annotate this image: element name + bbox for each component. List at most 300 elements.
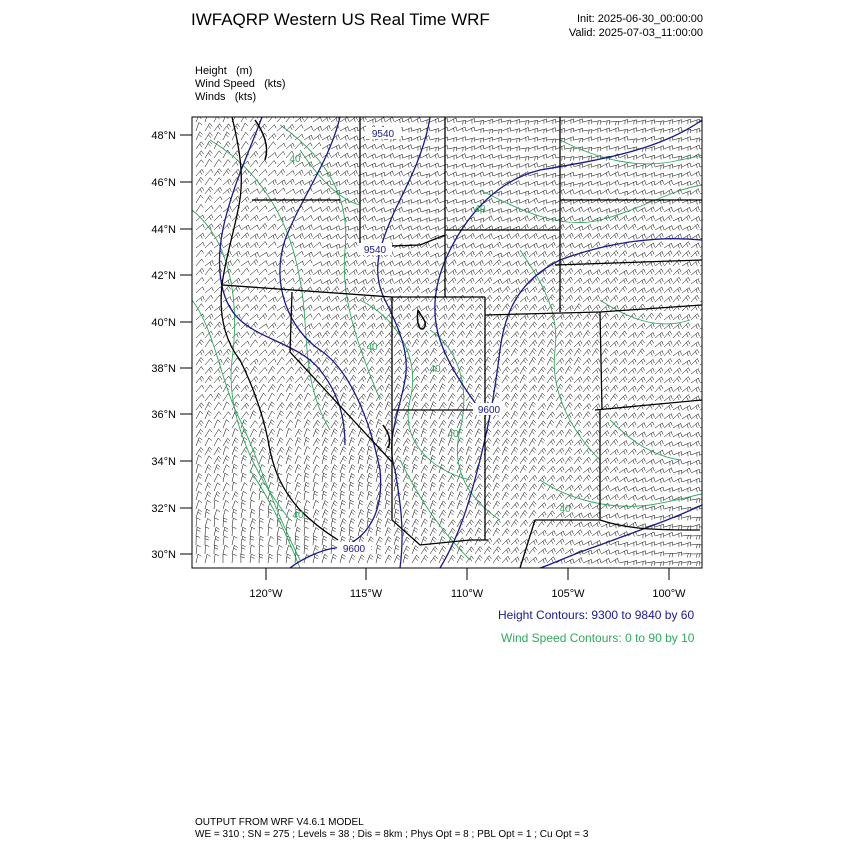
wind-barb <box>619 550 628 555</box>
wind-barb <box>529 198 538 203</box>
wind-barb <box>205 350 213 356</box>
wind-barb <box>286 171 294 176</box>
wind-barb <box>367 455 373 464</box>
wind-barb <box>259 341 267 347</box>
wind-barb <box>196 411 203 419</box>
wind-barb <box>673 208 682 213</box>
wind-barb <box>277 180 286 185</box>
wind-barb <box>565 233 573 239</box>
wind-barb <box>412 128 421 133</box>
wind-barb <box>619 323 627 330</box>
wind-barb <box>502 191 511 196</box>
wind-barb <box>637 458 645 464</box>
wind-barb <box>637 288 645 293</box>
wind-barb <box>259 324 268 329</box>
wind-barb <box>259 252 268 257</box>
wind-barb <box>205 367 213 374</box>
wind-barb <box>205 492 211 500</box>
wind-barb <box>295 234 303 240</box>
wind-barb <box>214 483 220 491</box>
wind-barb <box>439 501 446 509</box>
wind-barb <box>430 271 439 276</box>
wind-barb <box>403 510 409 518</box>
wind-barb <box>421 546 428 554</box>
wind-barb <box>232 124 240 131</box>
wind-barb <box>286 260 294 266</box>
wind-barb <box>205 178 213 185</box>
wind-barb <box>484 172 493 177</box>
wind-barb <box>268 252 277 257</box>
wind-barb <box>214 500 219 509</box>
wind-barb <box>394 145 403 150</box>
wind-barb <box>412 314 420 320</box>
wind-barb <box>286 384 293 392</box>
wind-barb <box>556 376 564 383</box>
wind-barb <box>664 377 672 383</box>
wind-barb <box>457 243 466 248</box>
wind-barb <box>340 243 349 248</box>
wind-barb <box>529 348 536 356</box>
wind-barb <box>583 421 591 428</box>
wind-barb <box>529 251 537 257</box>
wind-barb <box>574 174 583 179</box>
wind-barb <box>277 403 284 411</box>
wind-barb <box>412 429 418 437</box>
wind-barb <box>547 173 556 178</box>
wind-barb <box>682 443 691 448</box>
wind-barb <box>484 119 493 124</box>
wind-barb <box>358 190 367 195</box>
wind-barb <box>304 518 308 527</box>
wind-barb <box>241 225 250 230</box>
wind-barb <box>466 155 475 160</box>
wind-barb <box>277 306 286 311</box>
wind-barb <box>664 532 673 537</box>
wind-barb <box>403 278 411 284</box>
wind-barb <box>205 141 212 149</box>
wind-barb <box>538 421 546 428</box>
wind-barb <box>223 456 230 464</box>
wind-barb <box>601 224 609 230</box>
wind-barb <box>565 172 574 177</box>
wind-barb <box>313 447 320 455</box>
wind-barb <box>673 506 682 511</box>
wind-barb <box>502 304 510 311</box>
wind-barb <box>547 251 555 257</box>
wind-barb <box>295 180 304 185</box>
map-title: IWFAQRP Western US Real Time WRF <box>191 10 490 29</box>
wind-barb <box>502 226 511 231</box>
wind-barb <box>286 473 292 482</box>
wind-barb <box>430 253 439 258</box>
wind-barb <box>376 518 382 527</box>
wind-barb <box>340 322 348 329</box>
wind-barb <box>610 189 619 194</box>
wind-barb <box>511 269 519 275</box>
wind-barb <box>682 406 691 411</box>
wind-barb <box>511 288 520 294</box>
wind-barb <box>376 278 384 284</box>
wind-barb <box>430 209 439 214</box>
wind-barb <box>565 475 573 482</box>
wind-barb <box>403 226 412 231</box>
wind-barb <box>358 172 367 177</box>
wind-barb <box>637 496 646 501</box>
wind-barb <box>583 322 591 329</box>
wind-barb <box>547 494 555 500</box>
wind-barb <box>610 458 618 464</box>
wind-barb <box>655 534 664 539</box>
wind-barb <box>394 218 403 223</box>
wind-barb <box>403 474 410 482</box>
wind-barb <box>574 357 581 365</box>
wind-barb <box>394 261 403 266</box>
wind-barb <box>232 242 240 248</box>
wind-barb <box>628 359 636 365</box>
wind-barb <box>601 323 609 329</box>
wind-barb <box>700 225 709 230</box>
speed-contour-label: 40 <box>292 510 304 521</box>
wind-barb <box>214 510 220 519</box>
wind-barb <box>520 296 528 302</box>
wind-barb <box>673 225 682 230</box>
wind-barb <box>367 446 372 455</box>
wind-barb <box>394 350 402 356</box>
wind-barb <box>430 482 436 491</box>
wind-barb <box>457 278 465 284</box>
wind-barb <box>457 173 466 178</box>
lon-label: 100°W <box>652 588 686 600</box>
wind-barb <box>205 376 213 383</box>
wind-barb <box>349 136 358 141</box>
wind-barb <box>475 218 484 223</box>
wind-barb <box>295 402 302 410</box>
wind-barb <box>349 242 357 248</box>
wind-barb <box>322 465 329 473</box>
wind-barb <box>385 474 392 482</box>
wind-barb <box>493 288 501 293</box>
wind-barb <box>313 375 320 383</box>
wind-barb <box>592 277 600 284</box>
wind-barb <box>196 340 204 347</box>
wind-barb <box>358 482 363 491</box>
wind-barb <box>592 376 600 383</box>
wind-barb <box>511 331 519 338</box>
wind-barb <box>565 243 574 248</box>
wind-barb <box>628 560 637 565</box>
wind-barb <box>664 422 672 428</box>
wind-barb <box>385 393 392 401</box>
wind-barb <box>277 492 283 501</box>
wind-barb <box>682 341 690 347</box>
wind-barb <box>223 114 229 122</box>
wind-barb <box>493 538 501 545</box>
wind-barb <box>574 207 583 212</box>
wind-barb <box>565 314 573 320</box>
wind-barb <box>520 136 529 141</box>
wind-barb <box>547 402 554 410</box>
wind-barb <box>466 429 473 437</box>
wind-barb <box>322 280 331 285</box>
wind-barb <box>349 473 355 482</box>
wind-barb <box>241 509 246 518</box>
wind-barb <box>430 547 437 555</box>
wind-barb <box>196 447 203 455</box>
wind-barb <box>385 117 394 122</box>
wind-barb <box>574 322 582 329</box>
wind-barb <box>268 376 276 383</box>
wind-barb <box>286 143 294 149</box>
wind-barb <box>295 243 304 248</box>
wind-barb <box>538 512 546 518</box>
wind-barb <box>574 128 583 133</box>
wind-barb <box>610 531 619 536</box>
wind-barb <box>340 385 348 392</box>
wind-barb <box>493 511 501 518</box>
wind-barb <box>574 190 583 195</box>
wind-barb <box>214 314 222 320</box>
wind-barb <box>538 190 547 195</box>
wind-barb <box>547 322 555 329</box>
wind-barb <box>673 173 682 178</box>
wind-barb <box>223 518 227 527</box>
wind-barb <box>277 376 285 383</box>
wind-barb <box>682 181 691 186</box>
wind-barb <box>493 547 501 554</box>
wind-barb <box>547 209 556 214</box>
wind-barb <box>448 420 455 428</box>
wind-barb <box>565 157 574 161</box>
wind-barb <box>583 385 591 392</box>
wind-barb <box>376 163 385 168</box>
wind-barb <box>232 545 238 554</box>
wind-barb <box>583 173 592 178</box>
wind-barb <box>502 172 511 177</box>
wind-barb <box>475 393 482 401</box>
wind-barb <box>610 180 619 185</box>
wind-barb <box>223 124 231 131</box>
wind-barb <box>538 234 547 239</box>
wind-barb <box>682 119 691 124</box>
wind-barb <box>286 179 294 185</box>
wind-barb <box>205 358 213 365</box>
wind-barb <box>412 474 419 482</box>
wind-barb <box>412 286 420 293</box>
wind-barb <box>619 477 628 482</box>
wind-barb <box>664 243 673 248</box>
wind-barb <box>655 542 664 547</box>
wind-barb <box>673 146 682 151</box>
wind-barb <box>628 495 637 500</box>
wind-barb <box>601 440 609 446</box>
wind-barb <box>664 331 672 338</box>
wind-barb <box>529 394 537 401</box>
wind-barb <box>358 153 367 158</box>
wind-barb <box>331 170 339 176</box>
wind-barb <box>322 226 331 231</box>
wind-barb <box>610 147 619 152</box>
wind-barb <box>232 438 238 446</box>
wind-barb <box>250 314 258 320</box>
wind-barb <box>295 225 304 230</box>
wind-barb <box>259 393 266 401</box>
wind-barb <box>682 163 691 168</box>
wind-barb <box>313 280 322 285</box>
wind-barb <box>538 393 545 401</box>
wind-barb <box>484 154 493 159</box>
wind-barb <box>376 367 384 374</box>
wind-barb <box>340 288 349 293</box>
wind-barb <box>583 376 591 383</box>
wind-barb <box>223 402 230 410</box>
wind-barb <box>475 163 484 168</box>
wind-barb <box>655 180 664 185</box>
wind-barb <box>286 252 295 257</box>
wind-barb <box>349 455 355 464</box>
wind-barb <box>205 402 212 410</box>
wind-barb <box>277 357 284 365</box>
wind-barb <box>448 260 456 266</box>
wind-barb <box>430 191 439 196</box>
wind-barb <box>484 244 493 249</box>
wind-barb <box>214 402 221 410</box>
wind-barb <box>331 296 339 302</box>
wind-barb <box>403 145 412 150</box>
wind-barb <box>529 163 538 168</box>
wind-barb <box>565 559 574 564</box>
wind-barb <box>475 128 484 133</box>
wind-barb <box>637 208 646 213</box>
wind-barb <box>538 323 546 329</box>
wind-barb <box>439 314 447 320</box>
wind-barb <box>394 164 403 169</box>
wind-barb <box>538 305 546 311</box>
wind-barb <box>439 429 445 438</box>
speed-contour-label: 40 <box>559 504 571 515</box>
wind-barb <box>313 528 319 537</box>
wind-barb <box>538 411 545 419</box>
wind-barb <box>241 455 247 464</box>
wind-barb <box>448 313 456 320</box>
wind-barb <box>574 243 583 248</box>
wind-barb <box>637 138 646 143</box>
wind-barb <box>331 518 336 527</box>
wind-barb <box>511 340 519 347</box>
wind-barb <box>502 539 510 545</box>
wind-barb <box>322 447 328 455</box>
wind-barb <box>277 367 285 374</box>
wind-barb <box>682 487 691 492</box>
wind-barb <box>331 473 336 482</box>
wind-barb <box>223 357 230 365</box>
wind-barb <box>259 242 267 249</box>
wind-barb <box>574 296 582 303</box>
wind-barb <box>466 412 473 420</box>
wind-barb <box>502 340 510 347</box>
wind-barb <box>592 559 601 564</box>
wind-barb <box>475 510 482 518</box>
wind-barb <box>619 422 627 428</box>
wind-barb <box>592 251 600 257</box>
wind-barb <box>286 438 293 446</box>
wind-barb <box>673 165 682 170</box>
wind-barb <box>700 208 709 213</box>
wind-barb <box>448 555 455 563</box>
wind-barb <box>421 200 430 205</box>
wind-barb <box>601 209 610 214</box>
wind-barb <box>637 561 646 566</box>
wind-barb <box>205 159 212 167</box>
wind-barb <box>700 451 709 456</box>
wind-barb <box>592 173 601 178</box>
wind-barb <box>250 492 256 501</box>
wind-barb <box>610 541 619 546</box>
wind-barb <box>376 429 382 438</box>
wind-barb <box>691 452 700 457</box>
wind-barb <box>466 233 474 239</box>
wind-barb <box>394 536 400 545</box>
wind-barb <box>340 190 349 195</box>
wind-barb <box>421 251 429 257</box>
wind-barb <box>385 199 394 204</box>
wind-barb <box>358 235 367 240</box>
wind-barb <box>637 385 645 392</box>
wind-barb <box>646 333 654 339</box>
wind-barb <box>547 339 554 347</box>
wind-barb <box>628 243 637 248</box>
wind-barb <box>601 431 609 438</box>
wind-barb <box>574 366 581 374</box>
wind-barb <box>358 144 367 149</box>
wind-barb <box>277 115 285 122</box>
wind-barb <box>493 322 501 329</box>
wind-barb <box>520 510 527 518</box>
wind-barb <box>295 306 304 311</box>
wind-barb <box>673 552 682 557</box>
wind-barb <box>601 252 610 257</box>
wind-barb <box>214 268 222 275</box>
wind-barb <box>529 457 537 464</box>
wind-barb <box>277 456 283 465</box>
wind-barb <box>601 466 609 473</box>
wind-barb <box>259 447 266 455</box>
wind-barb <box>592 412 600 419</box>
wind-barb <box>538 520 546 527</box>
wind-barb <box>529 484 537 491</box>
wind-barb <box>529 420 536 428</box>
wind-barb <box>592 260 600 267</box>
wind-barb <box>700 497 709 502</box>
wind-barb <box>547 548 555 554</box>
wind-barb <box>223 368 231 374</box>
wind-barb <box>619 129 628 134</box>
wind-barb <box>322 235 331 240</box>
wind-barb <box>205 429 212 437</box>
wind-barb <box>610 209 619 214</box>
wind-barb <box>349 403 357 410</box>
wind-barb <box>439 278 447 284</box>
wind-barb <box>583 216 592 221</box>
wind-barb <box>529 385 537 392</box>
wind-barb <box>511 359 519 366</box>
wind-barb <box>628 172 637 177</box>
wind-barb <box>466 127 475 132</box>
wind-barb <box>547 448 555 455</box>
wind-barb <box>538 260 546 266</box>
wind-barb <box>241 243 249 249</box>
wind-barb <box>556 458 564 464</box>
wind-barb <box>664 180 673 185</box>
